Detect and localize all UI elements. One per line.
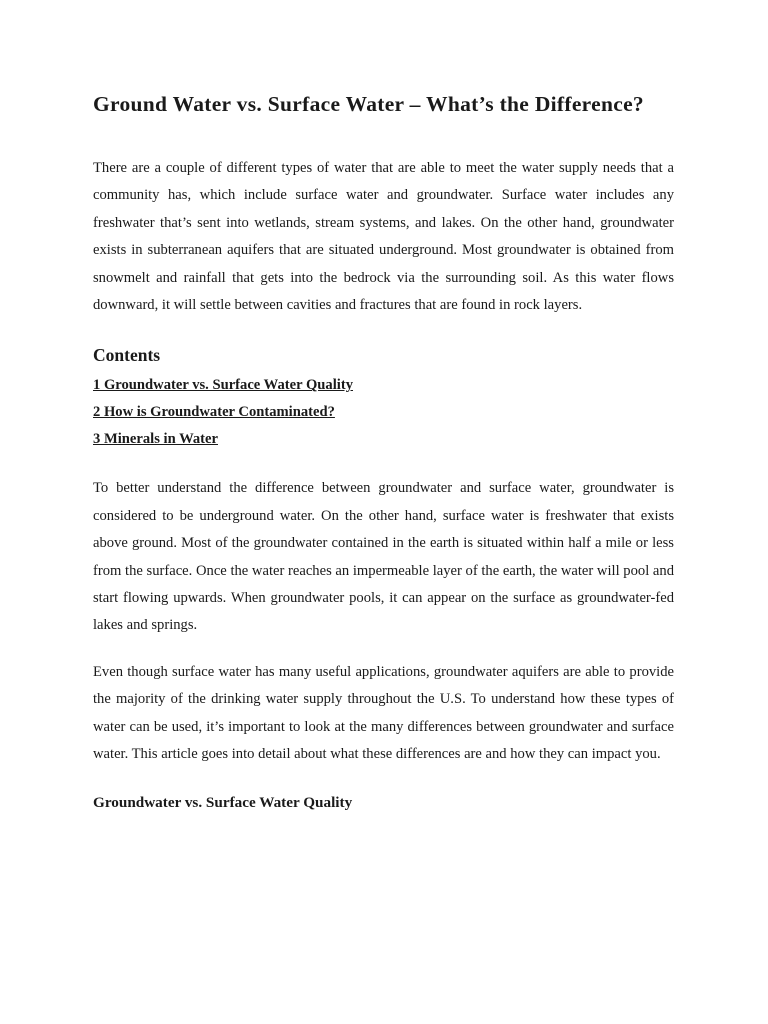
intro-paragraph: There are a couple of different types of water that are able to meet the water supply needs that a community has, which include surface water and groundwater. Surface water includes any freshwater that’s sent into wetlands, stream systems, and lakes. On the other hand, groundwater exists in subterranean aquifers that are situated underground. Most groundwater is obtained from snowmelt and rainfall that gets into the bedrock via the surrounding soil. As this water flows downward, it will settle between cavities and fractures that are found in rock layers.: [93, 160, 674, 314]
table-of-contents: [93, 343, 674, 453]
toc-link-minerals[interactable]: 3 Minerals in Water: [93, 431, 218, 448]
contents-heading: Contents: [93, 345, 161, 366]
body-paragraph: To better understand the difference between groundwater and surface water, groundwater is considered to be underground water. On the other hand, surface water is freshwater that exists above ground. Most of the groundwater contained in the earth is situated within half a mile or less from the surface. Once the water reaches an impermeable layer of the earth, the water will pool and start flowing upwards. When groundwater pools, it can appear on the surface as groundwater-fed lakes and springs.: [93, 480, 674, 634]
contents-item: [93, 426, 674, 453]
contents-item: [93, 372, 674, 399]
page-title: Ground Water vs. Surface Water – What’s the Difference?: [93, 92, 644, 116]
contents-item: [93, 399, 674, 426]
contents-list: [93, 372, 674, 453]
toc-link-groundwater-quality[interactable]: 1 Groundwater vs. Surface Water Quality: [93, 377, 353, 394]
body-paragraph: Even though surface water has many useful applications, groundwater aquifers are able to provide the majority of the drinking water supply throughout the U.S. To understand how these types of water can be used, it’s important to look at the many differences between groundwater and surface water. This article goes into detail about what these differences are and how they can impact you.: [93, 663, 674, 763]
toc-link-contamination[interactable]: 2 How is Groundwater Contaminated?: [93, 404, 335, 421]
section-heading: Groundwater vs. Surface Water Quality: [93, 793, 353, 811]
